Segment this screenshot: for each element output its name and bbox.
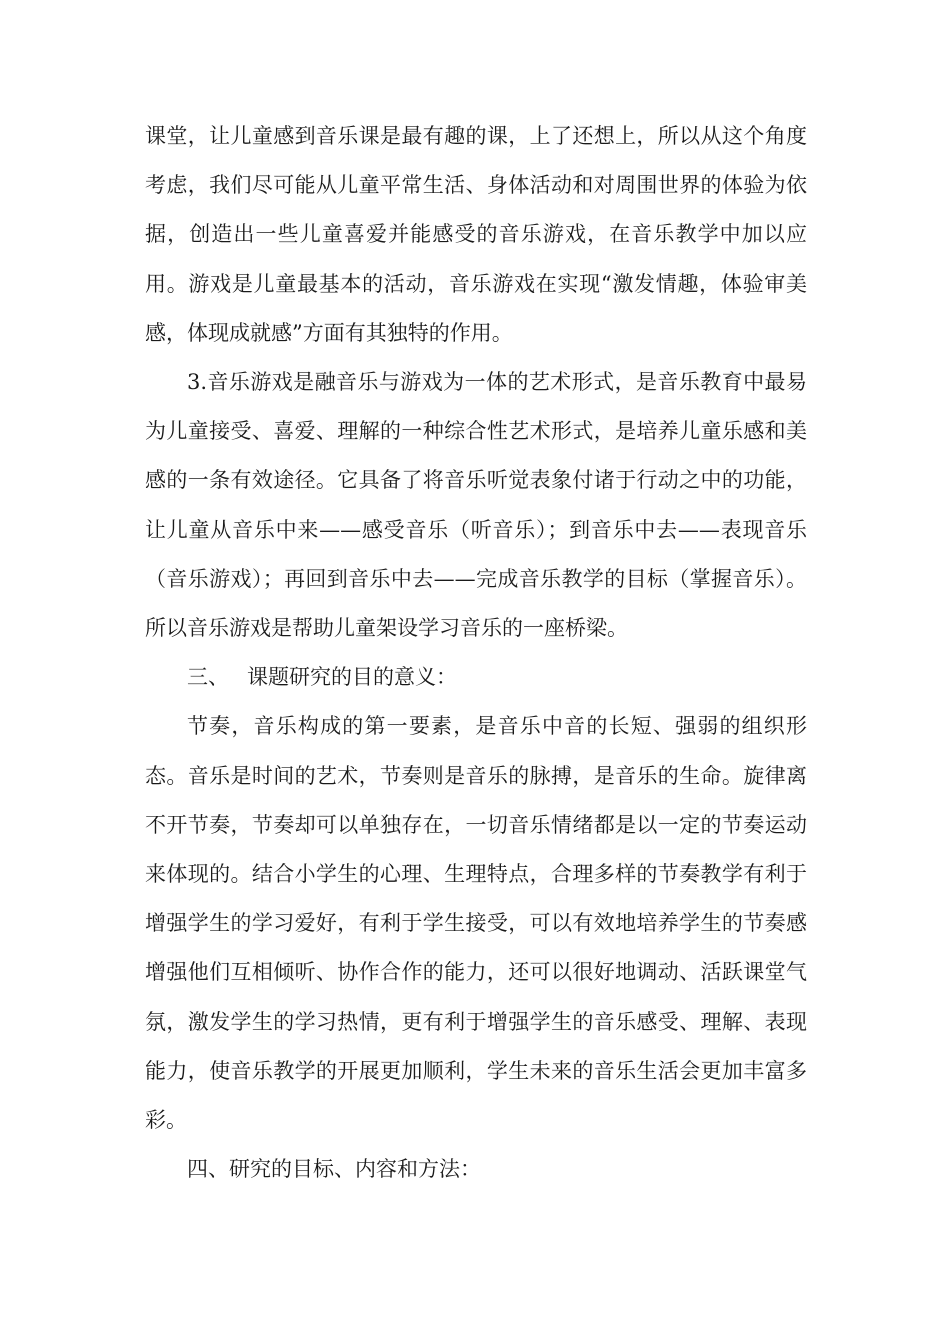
section-heading-three [145, 653, 807, 702]
section-number: 三、 [187, 665, 229, 690]
paragraph-continuation: 课堂，让儿童感到音乐课是最有趣的课，上了还想上，所以从这个角度考虑，我们尽可能从儿童平常生活、身体活动和对周围世界的体验为依据，创造出一些儿童喜爱并能感受的音乐游戏，在音乐教学中加以应用。游戏是儿童最基本的活动，音乐游戏在实现“激发情趣，体验审美感，体现成就感”方面有其独特的作用。 [145, 124, 807, 345]
paragraph-rhythm: 节奏，音乐构成的第一要素，是音乐中音的长短、强弱的组织形态。音乐是时间的艺术，节奏则是音乐的脉搏，是音乐的生命。旋律离不开节奏，节奏却可以单独存在，一切音乐情绪都是以一定的节奏运动来体现的。结合小学生的心理、生理特点，合理多样的节奏教学有利于增强学生的学习爱好，有利于学生接受，可以有效地培养学生的节奏感增强他们互相倾听、协作合作的能力，还可以很好地调动、活跃课堂气氛，激发学生的学习热情，更有利于增强学生的音乐感受、理解、表现能力，使音乐教学的开展更加顺利，学生未来的音乐生活会更加丰富多彩。 [145, 714, 807, 1133]
paragraph-music-games: 3.音乐游戏是融音乐与游戏为一体的艺术形式，是音乐教育中最易为儿童接受、喜爱、理解的一种综合性艺术形式，是培养儿童乐感和美感的一条有效途径。它具备了将音乐听觉表象付诸于行动之中的功能，让儿童从音乐中来——感受音乐（听音乐）；到音乐中去——表现音乐（音乐游戏）；再回到音乐中去——完成音乐教学的目标（掌握音乐）。所以音乐游戏是帮助儿童架设学习音乐的一座桥梁。 [145, 370, 807, 641]
section-title: 课题研究的目的意义： [247, 665, 457, 690]
section-heading-four: 四、研究的目标、内容和方法： [187, 1157, 481, 1182]
document-body [145, 112, 807, 1194]
